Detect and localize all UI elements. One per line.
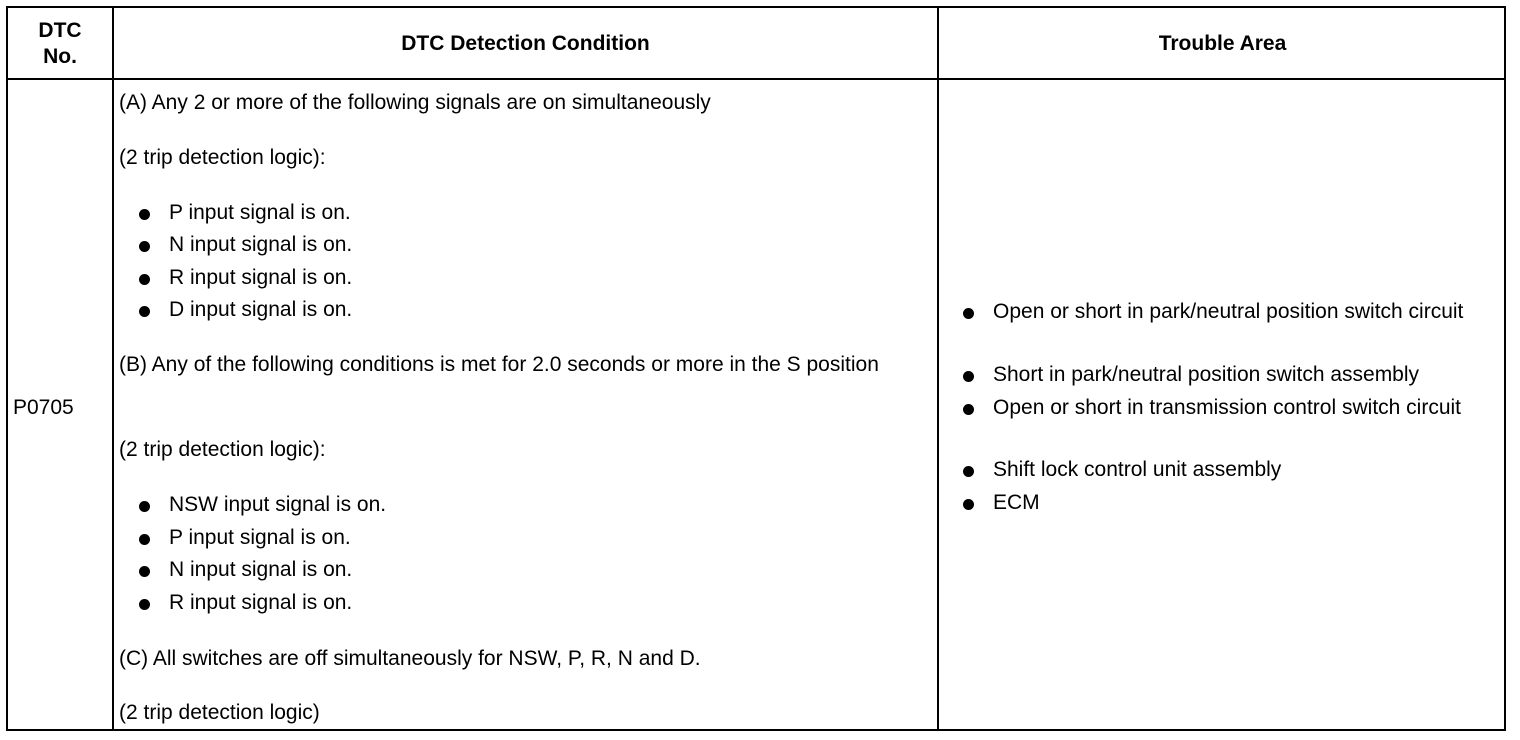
bullet-icon: [139, 566, 150, 577]
bullet-icon: [963, 466, 974, 477]
trouble-area-item: Short in park/neutral position switch assembly: [993, 363, 1420, 386]
dtc-code: P0705: [13, 396, 74, 419]
condition-a-logic: (2 trip detection logic):: [119, 146, 326, 169]
trouble-area-item: Open or short in transmission control switch circuit: [993, 396, 1461, 419]
condition-a-item: R input signal is on.: [169, 266, 353, 289]
condition-a-item: D input signal is on.: [169, 298, 353, 321]
condition-a-heading: (A) Any 2 or more of the following signals are on simultaneously: [119, 91, 711, 114]
condition-b-item: N input signal is on.: [169, 558, 353, 581]
trouble-area-item: Open or short in park/neutral position switch circuit: [993, 300, 1464, 323]
bullet-icon: [139, 501, 150, 512]
bullet-icon: [963, 371, 974, 382]
condition-a-item: P input signal is on.: [169, 201, 351, 224]
bullet-icon: [139, 599, 150, 610]
bullet-icon: [963, 499, 974, 510]
trouble-area-item: ECM: [993, 491, 1040, 514]
bullet-icon: [963, 308, 974, 319]
condition-b-heading: (B) Any of the following conditions is met for 2.0 seconds or more in the S position: [119, 353, 879, 376]
column-divider: [112, 8, 114, 729]
bullet-icon: [139, 534, 150, 545]
bullet-icon: [139, 306, 150, 317]
condition-a-item: N input signal is on.: [169, 233, 353, 256]
condition-b-logic: (2 trip detection logic):: [119, 438, 326, 461]
bullet-icon: [963, 404, 974, 415]
condition-b-item: P input signal is on.: [169, 526, 351, 549]
bullet-icon: [139, 209, 150, 220]
bullet-icon: [139, 274, 150, 285]
header-detection-condition: DTC Detection Condition: [401, 32, 650, 55]
condition-b-item: NSW input signal is on.: [169, 493, 387, 516]
condition-b-item: R input signal is on.: [169, 591, 353, 614]
column-divider: [937, 8, 939, 729]
header-trouble-area: Trouble Area: [1158, 32, 1287, 55]
header-dtc-no: DTC No.: [38, 19, 82, 68]
condition-c-logic: (2 trip detection logic): [119, 701, 320, 724]
condition-c-heading: (C) All switches are off simultaneously for NSW, P, R, N and D.: [119, 647, 701, 670]
bullet-icon: [139, 241, 150, 252]
dtc-table: [6, 6, 1506, 731]
trouble-area-item: Shift lock control unit assembly: [993, 458, 1282, 481]
